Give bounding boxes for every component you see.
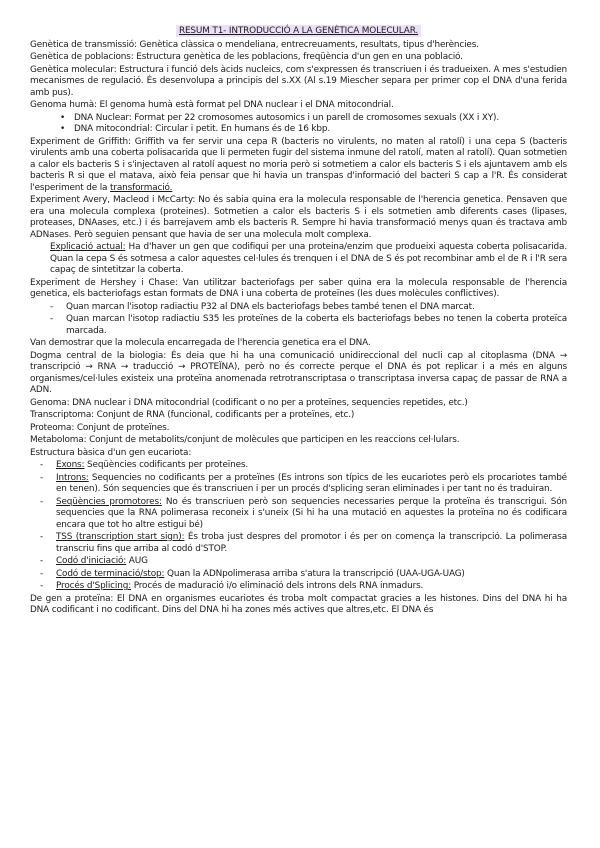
list-item <box>56 556 567 568</box>
list-item <box>56 532 567 555</box>
gene-structure-list <box>30 460 567 593</box>
griffith-text: Experiment de Griffith: Griffith va fer servir una cepa R (bacteris no virulents, no maten al ratolí) i una cepa S (bacteris virulents amb una coberta polisacarida que li permeten fugir del sistema inmune del ratolí, maten al ratolí). Quan sotmetien a calor els bacteris S i s'injectaven al ratolí aquest no moria però si sotmetiem a calor els bacteris S i els ajuntavem amb els bacteris R si que el matava, això feia pensar que hi havia un transpas d'informació del bacteri S cap a l'R. És considerat l'esperiment de la <box>30 136 567 193</box>
paragraph-hershey-chase: Experiment de Hershey i Chase: Van utilitzar bacteriofags per saber quina era la molecula responsable de l'herencia genetica, els bacteriofags estan formats de DNA i una coberta de proteïnes (les dues molècules conflictives). <box>30 277 567 299</box>
paragraph-gene-structure: Estructura bàsica d'un gen eucariota: <box>30 447 192 458</box>
transformation-term: transformació. <box>110 182 173 193</box>
term: Codó de terminació/stop: <box>56 568 165 579</box>
title-block <box>30 26 567 38</box>
paragraph-current-explanation <box>30 242 567 277</box>
term: Introns: <box>56 472 89 483</box>
list-item <box>56 460 567 472</box>
term: Seqüències promotores: <box>56 496 162 507</box>
definition: No és transcriuen però son sequencies necessaries perque la proteïna és transcrigui. Són sequencies que la RNA polimerasa reconeix i s'uneix (Si hi ha una mutació en aquestes la proteïna no és codificara encara que tot ho altre estigui bé) <box>56 496 567 530</box>
paragraph-genome: Genoma: DNA nuclear i DNA mitocondrial (codificant o no per a proteïnes, sequencies repetides, etc.) <box>30 397 468 408</box>
paragraph-transmission-genetics: Genètica de transmissió: Genètica clàssica o mendeliana, entrecreuaments, resultats, tipus d'herències. <box>30 39 479 50</box>
list-item <box>56 473 567 496</box>
list-item: • DNA mitocondrial: Circular i petit. En humans és de 16 kbp. <box>74 124 567 136</box>
list-item <box>56 581 567 593</box>
paragraph-metabolome: Metaboloma: Conjunt de metabolits/conjunt de molècules que participen en les reaccions cel·lulars. <box>30 435 460 445</box>
term: Procés d'Splicing: <box>56 581 132 591</box>
paragraph-proteome: Proteoma: Conjunt de proteïnes. <box>30 422 170 433</box>
list-item <box>56 569 567 581</box>
hershey-list <box>30 302 567 338</box>
definition: Procés de maduració i/o eliminació dels introns dels RNA inmadurs. <box>131 581 424 591</box>
paragraph-population-genetics: Genètica de poblacions: Estructura genètica de les poblacions, freqüència d'un gen en una població. <box>30 52 463 62</box>
paragraph-avery-experiment: Experiment Avery, Macleod i McCarty: No és sabia quina era la molecula responsable de l'herencia genetica. Pensaven que era una molecula complexa (proteines). Sotmetien a calor els bacteris S i els sotmetien amb diferents cases (lipases, proteases, DNAases, etc.) i és barrejavem amb els bacteris R. Sempre hi havia transformació menys quan és tractava amb ADNases. Però seguien pensant que havia de ser una molecula molt complexa. <box>30 195 567 240</box>
list-item: • DNA Nuclear: Format per 22 cromosomes autosomics i un parell de cromosomes sexuals (XX i XY). <box>74 113 567 125</box>
definition: Quan la ADNpolimerasa arriba s'atura la transcripció (UAA-UGA-UAG) <box>164 568 465 579</box>
paragraph-transcriptome: Transcriptoma: Conjunt de RNA (funcional, codificants per a proteïnes, etc.) <box>30 410 355 420</box>
current-explanation-text: Ha d'haver un gen que codifiqui per una proteina/enzim que produeixi aquesta coberta polisacarida. Quan la cepa S és sotmesa a calor aquestes cel·lules és trenquen i el DNA de S és pot recombinar amb el de R i l'R sera capaç de sintetitzar la coberta. <box>50 242 567 275</box>
list-item: - Quan marcan l'isotop radiactiu S35 les proteïnes de la coberta els bacteriofags bebes no tenen la coberta proteïca marcada. <box>66 314 567 337</box>
paragraph-central-dogma: Dogma central de la biologia: És deia que hi ha una comunicació unidireccional del nucli cap al citoplasma (DNA → transcripció → RNA → traducció → PROTEÏNA), però no és correcte perque el DNA és pot replicar i a més en alguns organismes/cel·lules existeix una proteïna anomenada retrotranscriptasa o transcriptasa inversa capaç de passar de RNA a ADN. <box>30 350 567 395</box>
genome-list <box>30 113 567 136</box>
definition: Seqüències codificants per proteïnes. <box>84 460 249 470</box>
page-title: RESUM T1- INTRODUCCIÓ A LA GENÈTICA MOLECULAR. <box>176 25 421 37</box>
definition: És troba just despres del promotor i és per on comença la transcripció. La polimerasa transcriu fins que arriba al codó d'STOP. <box>56 532 567 554</box>
list-item: - Quan marcan l'isotop radiactiu P32 al DNA els bacteriofags bebes també tenen el DNA marcat. <box>66 302 567 314</box>
current-explanation-term: Explicació actual: <box>50 242 126 252</box>
paragraph-human-genome: Genoma humà: El genoma humà està format pel DNA nuclear i el DNA mitocondrial. <box>30 100 394 110</box>
paragraph-conclusion: Van demostrar que la molecula encarregada de l'herencia genetica era el DNA. <box>30 338 371 348</box>
term: Codó d'iniciació: <box>56 556 127 566</box>
definition: AUG <box>126 556 148 566</box>
list-item <box>56 497 567 532</box>
term: TSS (transcription start sign): <box>56 532 185 542</box>
paragraph-griffith-experiment <box>30 137 567 195</box>
paragraph-gene-to-protein: De gen a proteïna: El DNA en organismes eucariotes és troba molt compactat gracies a les histones. Dins del DNA hi ha DNA codificant i no codificant. Dins del DNA hi ha zones més actives que altres,etc. El DNA és <box>30 593 567 615</box>
definition: Sequencies no codificants per a proteïnes (Es introns son típics de les eucariotes però els procariotes també en tenen). Són sequencies que és transcriuen i per un procés d'splicing seran eliminades i per tant no és traduiran. <box>56 472 567 494</box>
term: Exons: <box>56 460 85 470</box>
paragraph-molecular-genetics: Genètica molecular: Estructura i funció dels àcids nucleics, com s'expressen és transcriuen i és tradueixen. A mes s'estudien mecanismes de regulació. És desenvolupa a principis del s.XX (Al s.19 Miescher separa per primer cop el DNA d'una ferida amb pus). <box>30 64 568 98</box>
